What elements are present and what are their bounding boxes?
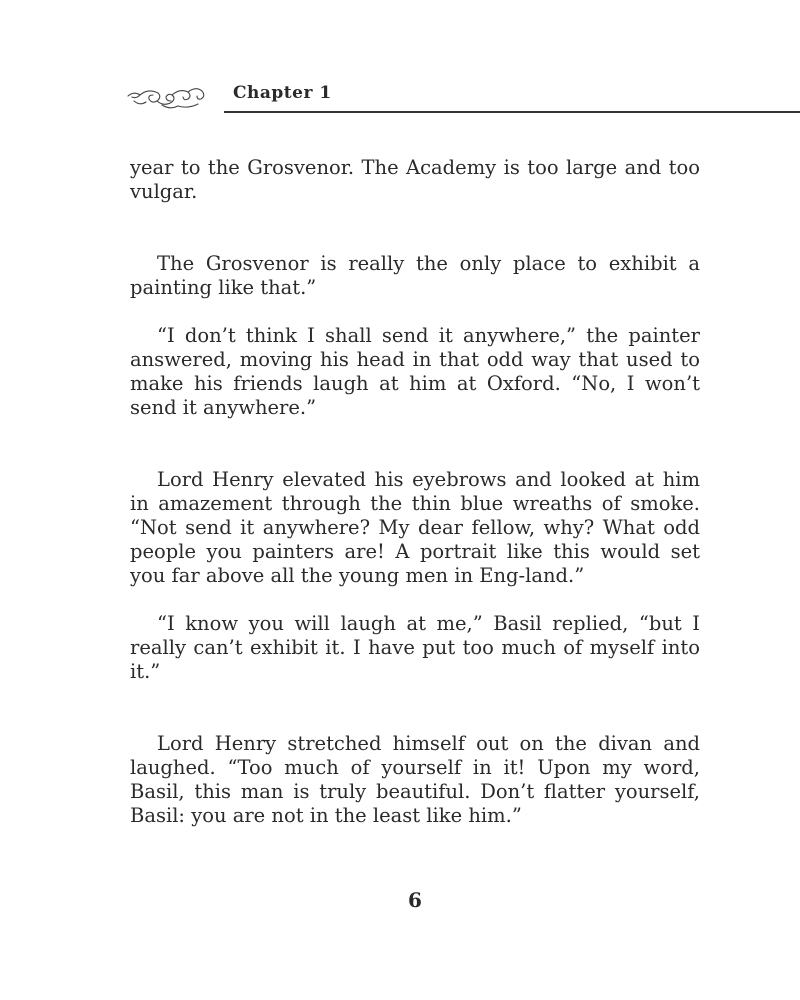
paragraph-3: “I don’t think I shall send it anywhere,” the painter answered, moving his head in that odd way that used to make his friends laugh at him at Oxford. “No, I won’t send it anywhere.” (130, 324, 700, 419)
paragraph-2: The Grosvenor is really the only place to exhibit a painting like that.” (130, 252, 700, 299)
paragraph-5: “I know you will laugh at me,” Basil replied, “but I really can’t exhibit it. I have put too much of myself into it.” (130, 612, 700, 683)
flourish-ornament-icon (126, 82, 210, 116)
page-body (130, 156, 700, 828)
paragraph-4: Lord Henry elevated his eyebrows and looked at him in amazement through the thin blue wreaths of smoke. “Not send it anywhere? My dear fellow, why? What odd people you painters are! A portrait like this would set you far above all the young men in Eng-land.” (130, 468, 700, 587)
paragraph-6: Lord Henry stretched himself out on the divan and laughed. “Too much of yourself in it! Upon my word, Basil, this man is truly beautiful. Don’t flatter yourself, Basil: you are not in the least like him.” (130, 732, 700, 827)
header-rule (224, 111, 800, 113)
chapter-title: Chapter 1 (233, 83, 332, 103)
paragraph-1: year to the Grosvenor. The Academy is too large and too vulgar. (130, 156, 700, 203)
page-number: 6 (408, 888, 422, 912)
